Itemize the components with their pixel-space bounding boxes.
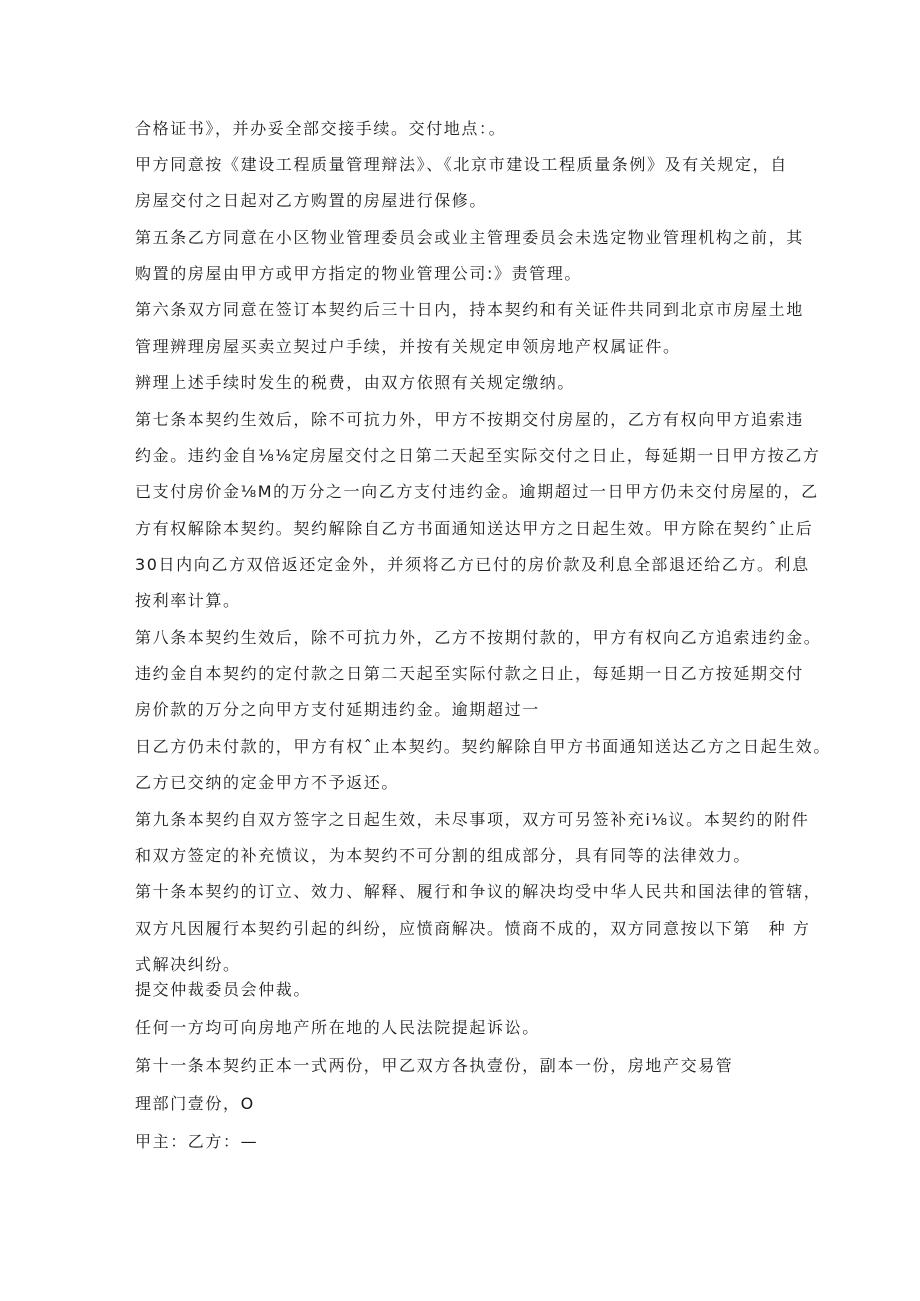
text-line: 甲主：乙方：—	[135, 1132, 259, 1151]
text-line: 方有权解除本契约。契约解除自乙方书面通知送达甲方之日起生效。甲方除在契约ˆ止后	[135, 519, 814, 538]
text-line: 第九条本契约自双方签字之日起生效，未尽事项，双方可另签补充i⅛议。本契约的附件	[135, 810, 810, 829]
text-line: 第八条本契约生效后，除不可抗力外，乙方不按期付款的，甲方有权向乙方追索违约金。	[135, 628, 822, 647]
text-line: 甲方同意按《建设工程质量管理辩法》、《北京市建设工程质量条例》及有关规定，自	[135, 155, 788, 174]
text-line: 式解决纠纷。	[135, 955, 241, 974]
text-line: 和双方签定的补充愤议，为本契约不可分割的组成部分，具有同等的法律效力。	[135, 846, 752, 865]
text-line: 房价款的万分之向甲方支付延期违约金。逾期超过一	[135, 700, 540, 719]
text-line: 管理辨理房屋买卖立契过户手续，并按有关规定申领房地产权属证件。	[135, 337, 681, 356]
text-line: 日乙方仍未付款的，甲方有权ˆ止本契约。契约解除自甲方书面通知送达乙方之日起生效。	[135, 737, 832, 756]
text-line: 购置的房屋由甲方或甲方指定的物业管理公司:》责管理。	[135, 264, 582, 283]
text-line: 房屋交付之日起对乙方购置的房屋进行保修。	[135, 191, 488, 210]
text-line: 第十一条本契约正本一式两份，甲乙双方各执壹份，副本一份，房地产交易管	[135, 1056, 734, 1075]
text-line: 乙方已交纳的定金甲方不予返还。	[135, 773, 400, 792]
text-line: 任何一方均可向房地产所在地的人民法院提起诉讼。	[135, 1018, 540, 1037]
text-line: 违约金自本契约的定付款之日第二天起至实际付款之日止，每延期一日乙方按延期交付	[135, 664, 804, 683]
text-line: 30日内向乙方双倍返还定金外，并须将乙方已付的房价款及利息全部退还给乙方。利息	[135, 555, 810, 574]
text-line: 按利率计算。	[135, 591, 241, 610]
text-line: 第七条本契约生效后，除不可抗力外，甲方不按期交付房屋的，乙方有权向甲方追索违	[135, 410, 804, 429]
text-line: 合格证书》，并办妥全部交接手续。交付地点：。	[135, 119, 507, 138]
text-line: 约金。违约金自⅛⅛定房屋交付之日第二天起至实际交付之日止，每延期一日甲方按乙方	[135, 446, 821, 465]
text-line: 提交仲裁委员会仲裁。	[135, 980, 312, 999]
text-line: 理部门壹份，O	[135, 1094, 255, 1113]
text-line: 已支付房价金⅛M的万分之一向乙方支付违约金。逾期超过一日甲方仍未交付房屋的，乙	[135, 482, 819, 501]
text-line: 第六条双方同意在签订本契约后三十日内，持本契约和有关证件共同到北京市房屋土地	[135, 300, 804, 319]
text-line: 双方凡因履行本契约引起的纠纷，应愤商解决。愤商不成的，双方同意按以下第 种 方	[135, 919, 811, 938]
text-line: 第十条本契约的订立、效力、解释、履行和争议的解决均受中华人民共和国法律的管辖，	[135, 882, 822, 901]
text-line: 第五条乙方同意在小区物业管理委员会或业主管理委员会未选定物业管理机构之前，其	[135, 228, 804, 247]
text-line: 辨理上述手续时发生的税费，由双方依照有关规定缴纳。	[135, 373, 576, 392]
